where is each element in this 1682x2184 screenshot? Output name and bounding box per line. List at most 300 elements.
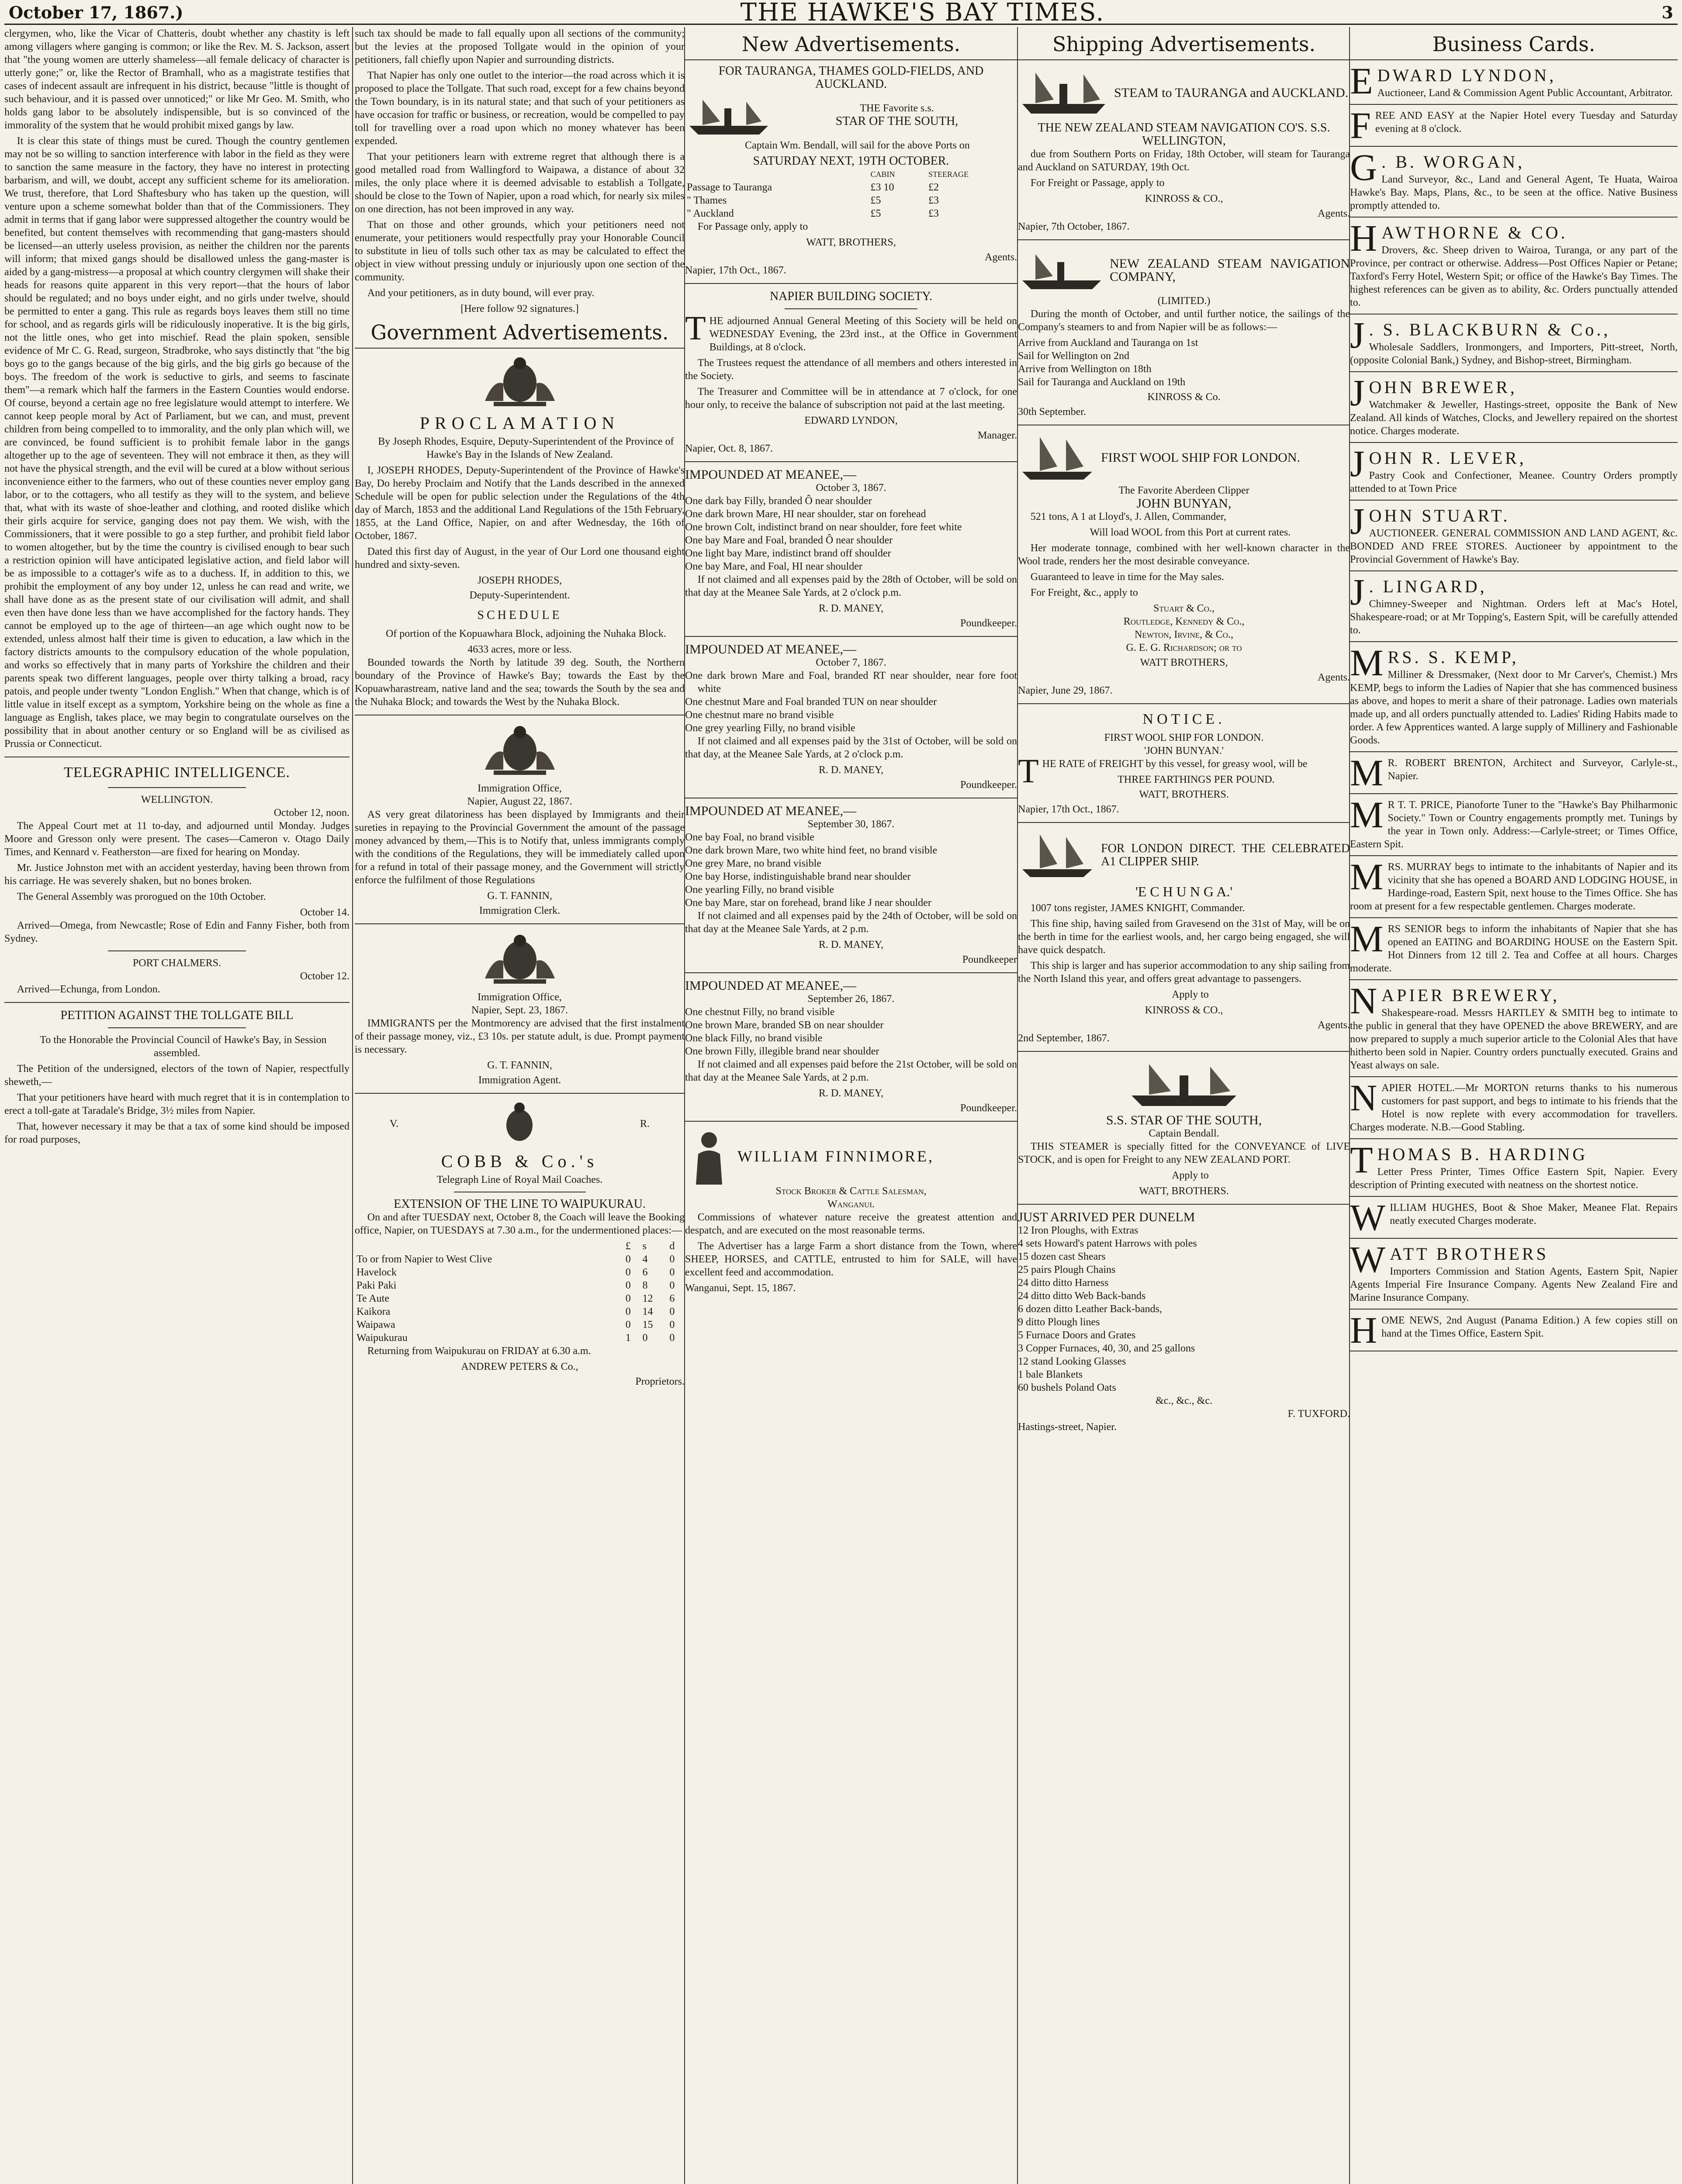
notice-agent: WATT, BROTHERS. bbox=[1139, 789, 1229, 800]
divider bbox=[1350, 570, 1678, 571]
divider bbox=[1018, 239, 1350, 240]
schedule-acres: 4633 acres, more or less. bbox=[467, 644, 572, 655]
card-name: OHN STUART. bbox=[1369, 506, 1510, 525]
tauranga-agent: WATT, BROTHERS, bbox=[806, 237, 896, 248]
coach-rates-table bbox=[355, 1240, 685, 1344]
schedule-bounded: Bounded towards the North by latitude 39 deg. South, the Northern boundary of the Province of Hawke's Bay; towards the East by the Kopuawharastream, native land and the sea; towards the South by the sea and the Nuhaka Block; and towards the West by the Nuhaka Block. bbox=[355, 657, 685, 708]
impounded-notice bbox=[685, 468, 1017, 637]
impounded-conditions: If not claimed and all expenses paid by the 31st of October, will be sold on that day, at the Meanee Sale Yards, at 2 o'clock p.m. bbox=[685, 736, 1017, 760]
steam-apply: For Freight or Passage, apply to bbox=[1030, 177, 1165, 189]
impounded-item: One brown Colt, indistinct brand on near shoulder, fore feet white bbox=[685, 522, 962, 533]
dunelm-head: JUST ARRIVED PER DUNELM bbox=[1018, 1210, 1195, 1224]
fares-head-cabin: CABIN bbox=[870, 170, 895, 179]
finnimore-date: Wanganui, Sept. 15, 1867. bbox=[685, 1282, 796, 1294]
rate-row bbox=[355, 1331, 685, 1344]
card-initial: J bbox=[1350, 372, 1365, 414]
column-5 bbox=[1350, 27, 1678, 2184]
business-card bbox=[1350, 571, 1678, 637]
telegraphic-title: TELEGRAPHIC INTELLIGENCE. bbox=[64, 764, 290, 781]
impounded-item: One brown Mare, branded SB on near shoulder bbox=[685, 1019, 884, 1031]
impounded-date: October 7, 1867. bbox=[816, 657, 886, 668]
card-name: RS. S. KEMP, bbox=[1388, 647, 1519, 667]
wool-agent-title: Agents. bbox=[1318, 672, 1350, 683]
fares-head-steerage: STEERAGE bbox=[928, 170, 969, 179]
masthead-rule bbox=[4, 24, 1678, 25]
business-cards-title: Business Cards. bbox=[1350, 32, 1678, 60]
notice-title: NOTICE. bbox=[1142, 711, 1225, 727]
royal-crest-icon bbox=[485, 1100, 554, 1148]
divider bbox=[1350, 217, 1678, 218]
petition-signatures: [Here follow 92 signatures.] bbox=[460, 303, 579, 314]
immigration-body-2: IMMIGRANTS per the Montmorency are advised that the first instalment of their passage money, viz., £3 10s. per statute adult, is due. Prompt payment is necessary. bbox=[355, 1018, 685, 1055]
echunga-body: 1007 tons register, JAMES KNIGHT, Commander. bbox=[1030, 902, 1245, 914]
rate-pounds: 0 bbox=[625, 1306, 631, 1317]
nzsn-head: NEW ZEALAND STEAM NAVIGATION COMPANY, bbox=[1110, 256, 1350, 284]
card-initial: F bbox=[1350, 104, 1371, 146]
dunelm-place: Hastings-street, Napier. bbox=[1018, 1421, 1117, 1433]
fare-cabin: £5 bbox=[870, 195, 881, 206]
steam-agent: KINROSS & CO., bbox=[1145, 193, 1223, 204]
impounded-item: One chestnut mare no brand visible bbox=[685, 709, 834, 721]
building-date: Napier, Oct. 8, 1867. bbox=[685, 443, 773, 454]
royal-coat-of-arms-icon bbox=[476, 930, 564, 987]
cargo-item: 9 ditto Plough lines bbox=[1018, 1317, 1100, 1328]
cargo-item: 12 stand Looking Glasses bbox=[1018, 1356, 1126, 1367]
cobb-signer-title: Proprietors. bbox=[635, 1376, 685, 1387]
star-apply: Apply to bbox=[1172, 1170, 1209, 1181]
building-body-3: The Treasurer and Committee will be in attendance at 7 o'clock, for one hour only, to receive the balance of subscription not paid at the last meeting. bbox=[685, 386, 1017, 411]
petition-addressee: To the Honorable the Provincial Council of Hawke's Bay, in Session assembled. bbox=[40, 1034, 327, 1059]
steam-ship: WELLINGTON, bbox=[1142, 134, 1226, 148]
cargo-item: 12 Iron Ploughs, with Extras bbox=[1018, 1225, 1139, 1236]
card-text: APIER HOTEL.—Mr MORTON returns thanks to his numerous customers for past support, and begs to intimate to his friends that the Hotel is now replete with every accommodation for travellers. Charges moderate. N.B.—Good Stabling. bbox=[1350, 1082, 1678, 1133]
star-body: THIS STEAMER is specially fitted for the CONVEYANCE of LIVE STOCK, and is open for Freight to any NEW ZEALAND PORT. bbox=[1018, 1141, 1350, 1165]
wool-body-3: Her moderate tonnage, combined with her well-known character in the Wool trade, renders her the most desirable conveyance. bbox=[1018, 543, 1350, 567]
petition-paragraph: That, however necessary it may be that a tax of some kind should be imposed for road purposes, bbox=[4, 1121, 350, 1145]
tauranga-ship: STAR OF THE SOUTH, bbox=[835, 114, 959, 128]
business-card bbox=[1350, 1077, 1678, 1134]
rate-place: Kaikora bbox=[356, 1306, 391, 1317]
notice-date: Napier, 17th Oct., 1867. bbox=[1018, 804, 1119, 815]
echunga-body-2: This fine ship, having sailed from Gravesend on the 31st of May, will be on the berth in time for the earliest wools, and, her cargo being engaged, she will have quick despatch. bbox=[1018, 918, 1350, 956]
card-name: OHN BREWER, bbox=[1369, 377, 1517, 397]
tauranga-favorite: THE Favorite s.s. bbox=[860, 103, 934, 114]
cargo-item: 24 ditto ditto Harness bbox=[1018, 1277, 1109, 1289]
business-card bbox=[1350, 918, 1678, 975]
card-text: Milliner & Dressmaker, (Next door to Mr Carver's, Chemist.) Mrs KEMP, begs to inform the Ladies of Napier that she has commenced business as above, and hopes to merit a share of their patronage. Ladies own materials made up, and all orders punctually attended to. Ladies' Riding Habits made to order. A few Apprentices wanted. A large supply of Millinery and Fashionable Goods. bbox=[1350, 669, 1678, 746]
proclamation-body: I, JOSEPH RHODES, Deputy-Superintendent of the Province of Hawke's Bay, Do hereby Proclaim and Notify that the Lands described in the annexed Schedule will be open for public selection under the Regulations of the 4th day of March, 1853 and the additional Land Regulations of the 15th February, 1855, at the Land Office, Napier, on and after Wednesday, the 16th of October, 1867. bbox=[355, 465, 685, 542]
immigration-signer: G. T. FANNIN, bbox=[487, 890, 552, 902]
petition-paragraph: That Napier has only one outlet to the interior—the road across which it is proposed to place the Tollgate. That such road, except for a few chains beyond the Town boundary, is in its natural state; and that such of your petitioners as have occasion for traffic or business, or recreation, would be compelled to pay toll for travelling over a road upon which no money whatever has been expended. bbox=[355, 70, 685, 147]
card-text: ILLIAM HUGHES, Boot & Shoe Maker, Meanee Flat. Repairs neatly executed Charges moderate. bbox=[1390, 1202, 1678, 1227]
wool-body: 521 tons, A 1 at Lloyd's, J. Allen, Commander, bbox=[1030, 511, 1226, 522]
nzsn-agent: KINROSS & Co. bbox=[1147, 391, 1221, 403]
impounded-title: IMPOUNDED AT MEANEE,— bbox=[685, 642, 856, 657]
wool-ship: JOHN BUNYAN, bbox=[1136, 496, 1232, 511]
steam-agent-title: Agents. bbox=[1318, 208, 1350, 219]
article-paragraph: It is clear this state of things must be cured. Though the country gentlemen may not be so willing to sanction interference with labor in the field as they were to sanction the same measure in the factory, they have no interest in protecting barbarism, and will, we doubt, accept any sufficient scheme for its amelioration. We trust, therefore, that Lord Shaftesbury who has taken up the question, will venture upon a scheme somewhat bolder than that of the Commissioners. They admit in terms that if gang labor were suppressed altogether the country would be benefited, but content themselves with recommending that gang-masters should be licensed—an utterly useless provision, as neither the children nor the parents will inform; that mixed gangs should be disallowed unless the gang-master is aided by a gang-mistress—a proposal at which country clergymen will shake their heads for reasons quite apparent in this very report—that the hours of labor should be regulated; and no boys under eight, and no girls under twelve, should be permitted to enter a gang. This rule as regards boys leaves them still no time for school, and as regards girls will be ridiculously inoperative. It is the big girls, not the little ones, who get into mischief. Read the plain spoken, sensible evidence of Mr C. G. Read, surgeon, Stradbroke, who says distinctly that "the big boys go to the gangs because of the big girls, and the big girls go because of the boys. The freedom of the work is seductive to girls, and seems to fascinate them"—a remark which half the farmers in the Eastern Counties would endorse. Of course, beyond a certain age no free legislature would attempt to interfere. We cannot keep people moral by Act of Parliament, but we can, and must, prevent children from being compelled to to immorality, and the only plan which will, we are convinced, be found sufficient is to prohibit female labor in the gangs altogether up to the age of seventeen. They will not embrace it then, as they will not have the physical strength, and the evil will be cured at a blow without serious inconvenience either to the farmers, who out of these counties never employ gang labor, or to the cottagers, who all testify as they will to the system, and believe that, what with its waste of shoe-leather and clothing, and rooted dislike which their girls acquire for service, ganging does not pay them. We wish, with the Commissioners, that it were possible to go a step further, and prohibit field labor to women altogether, but by the time the country is civilised enough to bear such a restriction opinion will have anticipated legislative action, and field labor will be as impossible to a cottager's wife as to a duchess. If, in addition to this, we prohibit the employment of any boy under 12, unless he can read and write, we shall have done as as the present state of our civilisation will admit, and shall even then have done less than we have accomplished for the factory hands. They cannot be employed up to the age of thirteen—an age which ought now to be extended, unless almost half their time is given to education, a law which in the factory districts amounts to the compulsory education of the whole population, and works so effectively that in many parts of Yorkshire the children and their parents speak two different languages, people over thirty talking a broad, racy patois, and people under twenty "London English." When that change, which is of little value in itself except as a symptom, Yorkshire being on the whole as fine a language as English, takes place, we may begin to congratulate ourselves on the possibility that in about another century or so England will be as civilised as Prussia or Connecticut. bbox=[4, 135, 350, 750]
government-advertisements-title: Government Advertisements. bbox=[355, 321, 685, 349]
telegraphic-date: October 12, noon. bbox=[273, 807, 350, 819]
card-text: Watchmaker & Jeweller, Hastings-street, opposite the Bank of New Zealand. All kinds of Watches, Clocks, and Jewellery repaired on the shortest notice. Charges moderate. bbox=[1350, 399, 1678, 437]
card-initial: J bbox=[1350, 314, 1365, 356]
card-name: HOMAS B. HARDING bbox=[1377, 1144, 1588, 1164]
telegraphic-item: The Appeal Court met at 11 to-day, and adjourned until Monday. Judges Moore and Gresson only were present. The cases—Cameron v. Otago Daily Times, and Kennard v. Featherston—are fixed for hearing on Monday. bbox=[4, 820, 350, 858]
business-card bbox=[1350, 1309, 1678, 1351]
rate-shillings: 12 bbox=[642, 1293, 653, 1304]
divider bbox=[1018, 822, 1350, 823]
card-text: RS. MURRAY begs to intimate to the inhabitants of Napier and its vicinity that she has opened a BOARD AND LODGING HOUSE, in Hardinge-road, Eastern Spit, next house to the Times Office. She has room at present for a few respectable gentlemen. Charges moderate. bbox=[1350, 861, 1678, 912]
rate-pence: 0 bbox=[669, 1267, 675, 1278]
fare-steerage: £2 bbox=[928, 182, 939, 193]
impounded-item: One dark bay Filly, branded Ô near shoulder bbox=[685, 495, 872, 507]
card-name: . S. BLACKBURN & Co., bbox=[1369, 320, 1611, 339]
nzsn-limited: (LIMITED.) bbox=[1157, 295, 1211, 307]
notice-rate: THREE FARTHINGS PER POUND. bbox=[1118, 774, 1275, 785]
tauranga-ship-info bbox=[777, 102, 1017, 128]
card-initial: E bbox=[1350, 60, 1373, 102]
rate-pence: 0 bbox=[669, 1319, 675, 1330]
card-initial: W bbox=[1350, 1238, 1386, 1280]
rate-shillings: 6 bbox=[642, 1267, 648, 1278]
tauranga-date: SATURDAY NEXT, 19TH OCTOBER. bbox=[753, 154, 949, 168]
divider bbox=[1350, 917, 1678, 918]
impounded-item: One bay Foal, no brand visible bbox=[685, 832, 814, 843]
card-initial: M bbox=[1350, 856, 1384, 898]
impounded-signer-title: Poundkeeper. bbox=[960, 779, 1017, 791]
business-card bbox=[1350, 372, 1678, 438]
impounded-item: One bay Horse, indistinguishable brand near shoulder bbox=[685, 871, 911, 882]
dunelm-signer: F. TUXFORD. bbox=[1287, 1408, 1350, 1420]
rate-pounds: 0 bbox=[625, 1254, 631, 1265]
business-card bbox=[1350, 856, 1678, 913]
cargo-item: 5 Furnace Doors and Grates bbox=[1018, 1330, 1136, 1341]
business-card bbox=[1350, 104, 1678, 146]
impounded-signer-title: Poundkeeper. bbox=[960, 618, 1017, 629]
tauranga-date-line: Napier, 17th Oct., 1867. bbox=[685, 265, 786, 276]
echunga-head: FOR LONDON DIRECT. THE CELEBRATED A1 CLIPPER SHIP. bbox=[1101, 842, 1350, 868]
building-signer-title: Manager. bbox=[978, 430, 1017, 441]
business-card bbox=[1350, 980, 1678, 1072]
telegraphic-items bbox=[4, 819, 350, 903]
divider bbox=[355, 1093, 685, 1094]
card-initial: N bbox=[1350, 1077, 1377, 1119]
divider bbox=[1350, 371, 1678, 372]
divider bbox=[1350, 500, 1678, 501]
impounded-item: One yearling Filly, no brand visible bbox=[685, 884, 834, 895]
wool-body-4: Guaranteed to leave in time for the May sales. bbox=[1030, 571, 1224, 583]
agent-name: G. E. G. Richardson; or to bbox=[1126, 642, 1242, 653]
dunelm-etc: &c., &c., &c. bbox=[1156, 1395, 1212, 1406]
building-signer: EDWARD LYNDON, bbox=[804, 415, 898, 426]
fare-cabin: £3 10 bbox=[870, 182, 894, 193]
port-date: October 12. bbox=[300, 971, 350, 982]
rate-shillings: 15 bbox=[642, 1319, 653, 1330]
tauranga-body: Captain Wm. Bendall, will sail for the above Ports on bbox=[744, 140, 970, 151]
cargo-item: 15 dozen cast Shears bbox=[1018, 1251, 1106, 1262]
card-text: RS SENIOR begs to inform the inhabitants of Napier that she has opened an EATING and BOARDING HOUSE on the Eastern Spit. Hot Dinners from 12 till 2. Tea and Coffee at all hours. Charges moderate. bbox=[1350, 923, 1678, 974]
immigration-date: Napier, August 22, 1867. bbox=[467, 796, 572, 807]
nzsn-body: During the month of October, and until further notice, the sailings of the Company's steamers to and from Napier will be as follows:— bbox=[1018, 308, 1350, 333]
cobb-subtitle: Telegraph Line of Royal Mail Coaches. bbox=[436, 1174, 603, 1185]
echunga-ship: 'E C H U N G A.' bbox=[1135, 884, 1233, 899]
divider bbox=[685, 461, 1017, 462]
divider bbox=[1018, 1204, 1350, 1205]
sailing-item: Sail for Wellington on 2nd bbox=[1018, 350, 1129, 362]
royal-coat-of-arms-icon bbox=[476, 722, 564, 778]
petition-title: PETITION AGAINST THE TOLLGATE BILL bbox=[60, 1009, 294, 1022]
card-name: OHN R. LEVER, bbox=[1369, 448, 1526, 468]
card-text: Pastry Cook and Confectioner, Meanee. Country Orders promptly attended to at Town Price bbox=[1350, 470, 1678, 494]
card-name: . B. WORGAN, bbox=[1381, 152, 1525, 172]
cobb-title: COBB & Co.'s bbox=[441, 1151, 599, 1171]
card-initial: M bbox=[1350, 642, 1384, 684]
divider bbox=[1350, 104, 1678, 105]
finnimore-body-1: Commissions of whatever nature receive the greatest attention and despatch, and are executed on the most reasonable terms. bbox=[685, 1212, 1017, 1236]
wool-favorite: The Favorite Aberdeen Clipper bbox=[1118, 485, 1249, 496]
rate-pence: 0 bbox=[669, 1280, 675, 1291]
card-text: Wholesale Saddlers, Ironmongers, and Importers, Pitt-street, North, (opposite Colonial Bank,) Sydney, and Bishop-street, Birmingham. bbox=[1350, 342, 1678, 366]
business-card bbox=[1350, 60, 1678, 102]
fare-destination: " Thames bbox=[687, 195, 727, 206]
business-card bbox=[1350, 217, 1678, 309]
divider bbox=[685, 636, 1017, 637]
card-text: Letter Press Printer, Times Office Eastern Spit, Napier. Every description of Printing executed with neatness on the shortest notice. bbox=[1350, 1166, 1678, 1191]
impounded-signer-title: Poundkeeper bbox=[962, 954, 1017, 965]
wool-agent: WATT BROTHERS, bbox=[1140, 657, 1228, 668]
wool-date: Napier, June 29, 1867. bbox=[1018, 685, 1113, 696]
telegraphic-arrived: Arrived—Omega, from Newcastle; Rose of Edin and Fanny Fisher, both from Sydney. bbox=[4, 920, 350, 944]
petition-paragraph: And your petitioners, as in duty bound, will ever pray. bbox=[367, 287, 595, 299]
rate-row bbox=[355, 1266, 685, 1279]
divider bbox=[1350, 1238, 1678, 1239]
immigration-office-2: Immigration Office, bbox=[478, 992, 562, 1003]
impounded-item: One grey yearling Filly, no brand visible bbox=[685, 722, 855, 734]
divider bbox=[685, 283, 1017, 284]
echunga-header bbox=[1018, 829, 1350, 881]
card-text: OME NEWS, 2nd August (Panama Edition.) A few copies still on hand at the Times Office, Eastern Spit. bbox=[1381, 1315, 1678, 1339]
echunga-body-3: This ship is larger and has superior accommodation to any ship sailing from the North Island this year, and offers great advantage to passengers. bbox=[1018, 960, 1350, 985]
masthead bbox=[9, 0, 1673, 27]
cobb-crest-r: R. bbox=[640, 1118, 650, 1130]
impounded-signer: R. D. MANEY, bbox=[818, 764, 884, 776]
wool-apply: For Freight, &c., apply to bbox=[1030, 587, 1138, 598]
finnimore-trade: Stock Broker & Cattle Salesman, bbox=[775, 1185, 927, 1197]
divider bbox=[1018, 1051, 1350, 1052]
editorial-article bbox=[4, 27, 350, 750]
port-title: PORT CHALMERS. bbox=[132, 957, 221, 969]
proclamation-signer: JOSEPH RHODES, bbox=[477, 575, 562, 586]
impounded-signer-title: Poundkeeper. bbox=[960, 1102, 1017, 1114]
rate-shillings: 0 bbox=[642, 1332, 648, 1344]
card-name: ATT BROTHERS bbox=[1390, 1244, 1549, 1264]
steam-body: due from Southern Ports on Friday, 18th October, will steam for Tauranga and Auckland on SATURDAY, 19th Oct. bbox=[1018, 149, 1350, 173]
agent-name: Newton, Irvine, & Co., bbox=[1135, 629, 1233, 640]
business-card bbox=[1350, 642, 1678, 747]
divider bbox=[1018, 703, 1350, 704]
card-initial: N bbox=[1350, 980, 1377, 1022]
card-initial: M bbox=[1350, 918, 1384, 960]
business-card bbox=[1350, 146, 1678, 212]
telegraphic-place: WELLINGTON. bbox=[141, 794, 213, 805]
business-card bbox=[1350, 442, 1678, 495]
fares-table bbox=[685, 168, 1017, 220]
impounded-item: One bay Mare and Foal, branded Ô near shoulder bbox=[685, 535, 893, 546]
immigration-signer-2: G. T. FANNIN, bbox=[487, 1060, 552, 1071]
rate-pounds: 0 bbox=[625, 1319, 631, 1330]
rate-row bbox=[355, 1279, 685, 1292]
card-text: REE AND EASY at the Napier Hotel every Tuesday and Saturday evening at 8 o'clock. bbox=[1375, 110, 1678, 135]
sailing-item: Arrive from Wellington on 18th bbox=[1018, 363, 1152, 375]
fare-cabin: £5 bbox=[870, 208, 881, 219]
fares-header bbox=[685, 168, 1017, 181]
steam-head: STEAM to TAURANGA and AUCKLAND. bbox=[1114, 86, 1349, 100]
impounded-signer: R. D. MANEY, bbox=[818, 603, 884, 614]
cobb-extension: EXTENSION OF THE LINE TO WAIPUKURAU. bbox=[394, 1197, 646, 1211]
rate-place: Havelock bbox=[356, 1267, 397, 1278]
proclamation-signer-title: Deputy-Superintendent. bbox=[469, 590, 570, 601]
telegraphic-item: Mr. Justice Johnston met with an accident yesterday, having been thrown from his carriage. He was severely shaken, but no bones broken. bbox=[4, 862, 350, 887]
finnimore-place: Wanganui. bbox=[827, 1199, 875, 1210]
echunga-agent-title: Agents. bbox=[1318, 1019, 1350, 1031]
issue-date: October 17, 1867.) bbox=[9, 2, 183, 22]
card-initial: H bbox=[1350, 1309, 1377, 1351]
fare-row bbox=[685, 181, 1017, 194]
card-name: AWTHORNE & CO. bbox=[1381, 223, 1568, 242]
impounded-conditions: If not claimed and all expenses paid by the 24th of October, will be sold on that day at the Meanee Sale Yards, at 2 p.m. bbox=[685, 910, 1017, 935]
impounded-notices bbox=[685, 468, 1017, 1122]
rate-row bbox=[355, 1318, 685, 1331]
card-text: AUCTIONEER. GENERAL COMMISSION AND LAND AGENT, &c. BONDED AND FREE STORES. Auctioneer by appointment to the Provincial Government of Hawke's Bay. bbox=[1350, 528, 1678, 565]
column-1 bbox=[4, 27, 350, 2184]
card-text: R. ROBERT BRENTON, Architect and Surveyor, Carlyle-st., Napier. bbox=[1388, 757, 1678, 782]
business-card bbox=[1350, 752, 1678, 794]
cargo-item: 6 dozen ditto Leather Back-bands, bbox=[1018, 1303, 1162, 1315]
divider bbox=[1350, 1076, 1678, 1077]
petition-continued bbox=[355, 27, 685, 300]
column-2 bbox=[355, 27, 685, 2184]
divider bbox=[1350, 641, 1678, 642]
building-society-title: NAPIER BUILDING SOCIETY. bbox=[769, 290, 933, 303]
impounded-notice bbox=[685, 979, 1017, 1122]
fare-row bbox=[685, 207, 1017, 220]
petition-paragraph: That your petitioners have heard with much regret that it is in contemplation to erect a toll-gate at Taradale's Bridge, 3½ miles from Napier. bbox=[4, 1092, 350, 1116]
fare-steerage: £3 bbox=[928, 195, 939, 206]
column-3 bbox=[685, 27, 1017, 2184]
wool-agents-list bbox=[1018, 602, 1350, 654]
impounded-title: IMPOUNDED AT MEANEE,— bbox=[685, 467, 856, 482]
divider bbox=[108, 1027, 246, 1028]
notice-body: THE RATE of FREIGHT by this vessel, for greasy wool, will be bbox=[1018, 752, 1308, 790]
divider bbox=[1350, 1196, 1678, 1197]
newspaper-title: THE HAWKE'S BAY TIMES. bbox=[740, 0, 1105, 27]
nzsn-schedule bbox=[1018, 336, 1350, 389]
column-4 bbox=[1018, 27, 1350, 2184]
divider bbox=[785, 308, 917, 309]
cobb-signer: ANDREW PETERS & Co., bbox=[461, 1361, 578, 1372]
rate-shillings: 4 bbox=[642, 1254, 648, 1265]
impounded-item: One chestnut Filly, no brand visible bbox=[685, 1006, 835, 1018]
impounded-item: One grey Mare, no brand visible bbox=[685, 858, 821, 869]
notice-ship: 'JOHN BUNYAN.' bbox=[1144, 745, 1224, 757]
sailing-item: Sail for Tauranga and Auckland on 19th bbox=[1018, 377, 1186, 388]
rate-row bbox=[355, 1305, 685, 1318]
immigration-body: AS very great dilatoriness has been displayed by Immigrants and their sureties in repaying to the Provincial Government the amount of the passage money advanced by them,—This is to Notify that, unless immigrants comply with the conditions of the Regulations, they will be immediately called upon for a refund in total of their passage money, and the Government will strictly enforce the fulfilment of those Regulations bbox=[355, 809, 685, 886]
petition-paragraph: That on those and other grounds, which your petitioners need not enumerate, your petitioners would respectfully pray your Honorable Council to substitute in lieu of tolls such other tax as may be calculated to effect the object in view without pressing unduly or injuriously upon one section of the community. bbox=[355, 219, 685, 283]
steam-company: THE NEW ZEALAND STEAM NAVIGATION CO'S. S.S. bbox=[1038, 121, 1330, 135]
divider bbox=[4, 1002, 350, 1003]
dunelm-list bbox=[1018, 1224, 1350, 1394]
card-initial: T bbox=[1350, 1139, 1373, 1181]
steamship-icon bbox=[1018, 65, 1110, 121]
divider bbox=[685, 1121, 1017, 1122]
impounded-conditions: If not claimed and all expenses paid by the 28th of October, will be sold on that day at the Meanee Sale Yards, at 2 o'clock p.m. bbox=[685, 574, 1017, 598]
fare-destination: Passage to Tauranga bbox=[687, 182, 772, 193]
nzsn-header bbox=[1018, 246, 1350, 294]
card-initial: J bbox=[1350, 500, 1365, 542]
rate-shillings: 8 bbox=[642, 1280, 648, 1291]
column-rule bbox=[352, 27, 353, 2184]
wool-head: FIRST WOOL SHIP FOR LONDON. bbox=[1101, 450, 1300, 465]
card-text: Importers Commission and Station Agents, Eastern Spit, Napier Agents Imperial Fire Insurance Company. Agents New Zealand Fire and Marine Insurance Company. bbox=[1350, 1266, 1678, 1303]
cobb-crest-v: V. bbox=[390, 1118, 399, 1130]
impounded-item: One brown Filly, illegible brand near shoulder bbox=[685, 1046, 879, 1057]
wool-body-2: Will load WOOL from this Port at current rates. bbox=[1090, 527, 1291, 538]
card-text: Chimney-Sweeper and Nightman. Orders left at Mac's Hotel, Shakespeare-road; or at Mr Topping's, Eastern Spit, will be carefully attended to. bbox=[1350, 598, 1678, 636]
card-text: Shakespeare-road. Messrs HARTLEY & SMITH beg to intimate to the public in general that they have OPENED the above BREWERY, and are now prepared to supply a much superior article to the Colonial Ales that have hitherto been sold in Napier. Country orders punctually executed. Grains and Yeast always on sale. bbox=[1350, 1007, 1678, 1071]
cargo-item: 60 bushels Poland Oats bbox=[1018, 1382, 1116, 1393]
fare-steerage: £3 bbox=[928, 208, 939, 219]
card-initial: W bbox=[1350, 1196, 1386, 1238]
tauranga-header-row bbox=[685, 91, 1017, 139]
business-card bbox=[1350, 794, 1678, 851]
rate-place: Te Aute bbox=[356, 1293, 389, 1304]
steamship-icon bbox=[1018, 246, 1105, 294]
star-agent: WATT, BROTHERS. bbox=[1139, 1185, 1229, 1197]
steam-date: Napier, 7th October, 1867. bbox=[1018, 221, 1130, 232]
new-advertisements-title: New Advertisements. bbox=[685, 32, 1017, 60]
divider bbox=[1350, 793, 1678, 794]
echunga-date: 2nd September, 1867. bbox=[1018, 1033, 1110, 1044]
steamship-icon bbox=[685, 91, 772, 139]
business-card bbox=[1350, 1196, 1678, 1238]
cargo-item: 1 bale Blankets bbox=[1018, 1369, 1083, 1380]
sailing-ship-icon bbox=[1018, 829, 1097, 881]
tauranga-head: FOR TAURANGA, THAMES GOLD-FIELDS, AND AUCKLAND. bbox=[718, 64, 984, 91]
business-card bbox=[1350, 500, 1678, 566]
rate-pence: 6 bbox=[669, 1293, 675, 1304]
rate-pounds: 0 bbox=[625, 1267, 631, 1278]
immigration-office: Immigration Office, bbox=[478, 783, 562, 794]
divider bbox=[1350, 855, 1678, 856]
divider bbox=[108, 787, 246, 788]
petition-body bbox=[4, 1062, 350, 1146]
immigration-signer-title: Immigration Clerk. bbox=[479, 905, 561, 916]
sailing-item: Arrive from Auckland and Tauranga on 1st bbox=[1018, 337, 1198, 349]
tauranga-agent-title: Agents. bbox=[985, 252, 1017, 263]
steam-header bbox=[1018, 65, 1350, 121]
schedule-title: SCHEDULE bbox=[477, 608, 562, 622]
impounded-item: One chestnut Mare and Foal branded TUN on near shoulder bbox=[685, 696, 937, 708]
business-card bbox=[1350, 314, 1678, 367]
fare-row bbox=[685, 194, 1017, 207]
card-initial: J bbox=[1350, 442, 1365, 484]
divider bbox=[1350, 442, 1678, 443]
divider bbox=[1350, 751, 1678, 752]
card-text: Land Surveyor, &c., Land and General Agent, Te Huata, Wairoa Hawke's Bay. Maps, Plans, &c., to be seen at the office. Native Business promptly attended to. bbox=[1350, 174, 1678, 211]
rate-place: Waipukurau bbox=[356, 1332, 408, 1344]
cargo-item: 4 sets Howard's patent Harrows with poles bbox=[1018, 1238, 1197, 1249]
